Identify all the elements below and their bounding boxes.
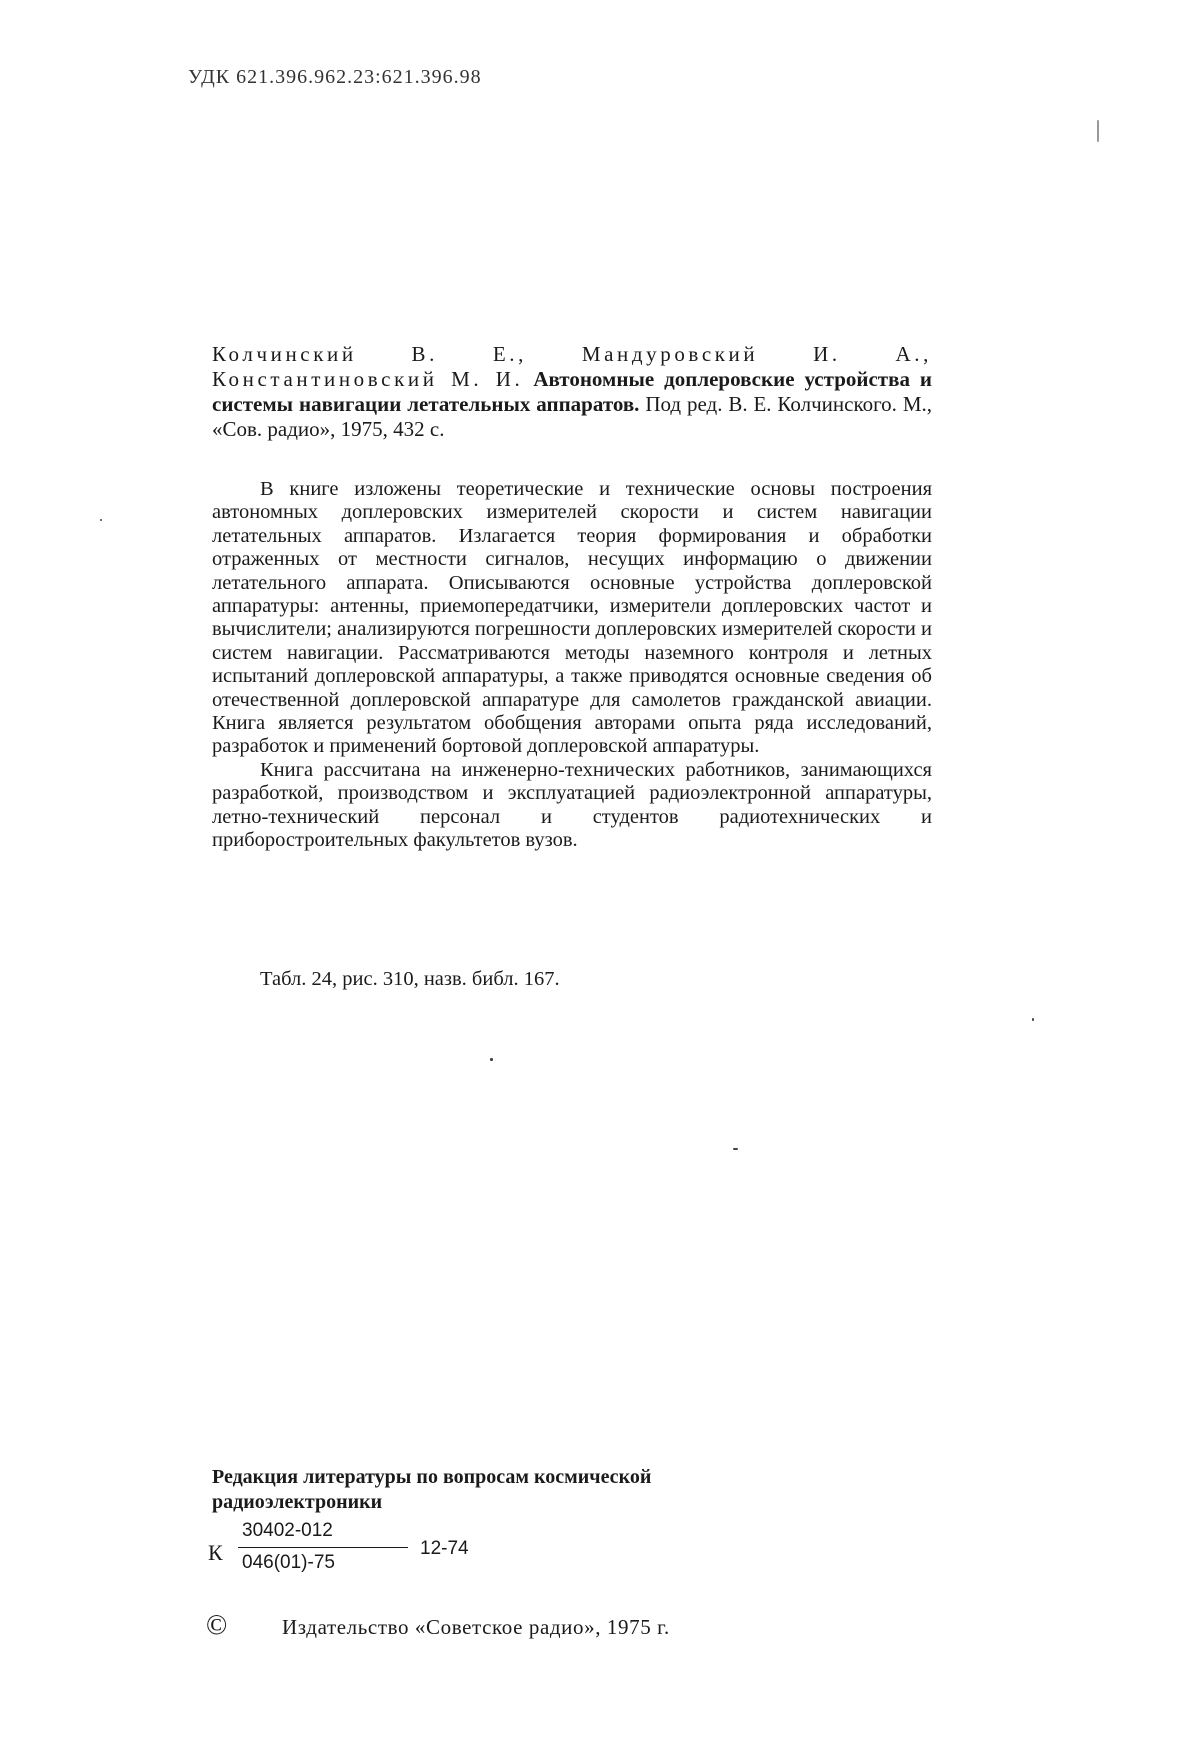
index-code-prefix: К (208, 1540, 223, 1565)
scan-speck (1032, 1018, 1034, 1021)
copyright-icon: © (206, 1610, 228, 1641)
scan-speck (733, 1148, 738, 1150)
scan-speck (490, 1058, 493, 1061)
bib-title: Автономные доплеровские устройства и системы навигации летательных аппаратов. (212, 367, 932, 416)
bib-authors: Колчинский В. Е., Мандуровский И. А., Константиновский М. И. (212, 342, 932, 391)
scan-speck (100, 519, 102, 521)
copyright-text: Издательство «Советское радио», 1975 г. (282, 1615, 670, 1639)
index-code-numerator: 30402-012 (242, 1520, 333, 1541)
abstract (212, 478, 932, 853)
index-code-suffix: 12-74 (420, 1538, 469, 1559)
abstract-paragraph-1: В книге изложены теоретические и технические основы построения автономных доплеровских измерителей скорости и систем навигации летательных аппаратов. Излагается теория формирования и обработки отраженных от местности сигналов, несущих информацию о движении летательного аппарата. Описываются основные устройства доплеровской аппаратуры: антенны, приемопередатчики, измерители доплеровских частот и вычислители; анализируются погрешности доплеровских измерителей скорости и систем навигации. Рассматриваются методы наземного контроля и летных испытаний доплеровской аппаратуры, а также приводятся основные сведения об отечественной доплеровской аппаратуре для самолетов гражданской авиации. Книга является результатом обобщения авторами опыта ряда исследований, разработок и применений бортовой доплеровской аппаратуры. (212, 478, 932, 758)
abstract-paragraph-2: Книга рассчитана на инженерно-технических работников, занимающихся разработкой, производством и эксплуатацией радиоэлектронной аппаратуры, летно-технический персонал и студентов радиотехнических и приборостроительных факультетов вузов. (212, 758, 932, 852)
book-statistics: Табл. 24, рис. 310, назв. библ. 167. (260, 968, 560, 990)
fraction-line (238, 1547, 408, 1548)
scan-speck (1097, 120, 1099, 142)
bibliographic-description (212, 342, 932, 442)
editorial-office: Редакция литературы по вопросам космической радиоэлектроники (212, 1466, 652, 1513)
udk-code: УДК 621.396.962.23:621.396.98 (188, 66, 482, 88)
bib-publication-details: Под ред. В. Е. Колчинского. М., «Сов. радио», 1975, 432 с. (212, 392, 932, 441)
index-code-denominator: 046(01)-75 (242, 1552, 335, 1573)
copyright-line (206, 1612, 766, 1644)
index-code (208, 1520, 508, 1586)
